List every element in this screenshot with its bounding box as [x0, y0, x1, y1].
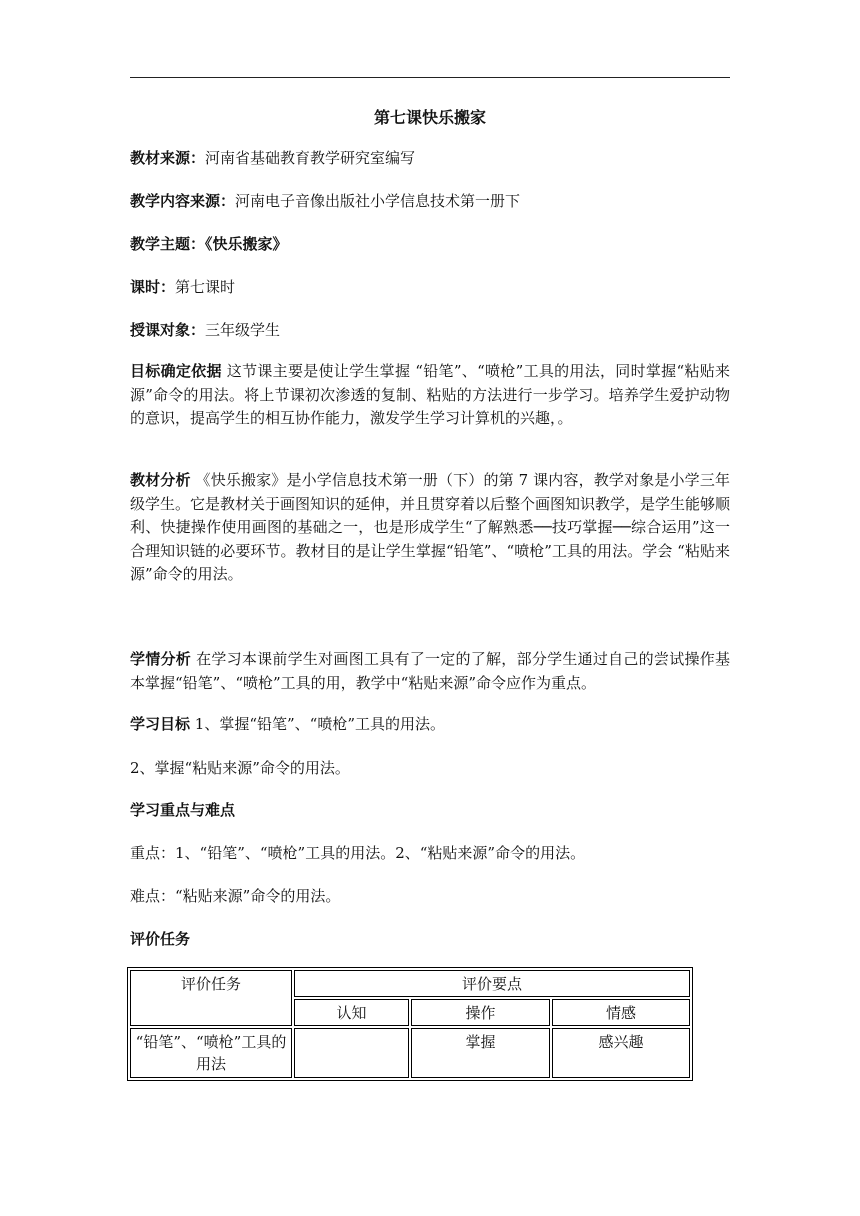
field-period — [130, 276, 730, 298]
difficulty-line: 难点：“粘贴来源”命令的用法。 — [130, 887, 341, 905]
learner-label: 学情分析 — [130, 650, 192, 668]
goal-line-1 — [130, 713, 730, 735]
basis-paragraph — [130, 360, 730, 431]
field-label: 教学主题： — [130, 235, 206, 253]
cell-operation: 掌握 — [411, 1028, 550, 1078]
cell-task: “铅笔”、“喷枪”工具的用法 — [130, 1028, 292, 1078]
field-value: 河南省基础教育教学研究室编写 — [205, 149, 416, 167]
field-value: 第七课时 — [175, 278, 236, 296]
field-theme — [130, 233, 730, 255]
table-row — [130, 1028, 690, 1078]
learner-paragraph — [130, 648, 730, 695]
subheader-cognition: 认知 — [294, 999, 409, 1026]
keypoints-heading: 学习重点与难点 — [130, 801, 236, 819]
field-audience — [130, 319, 730, 341]
goal-item-1: 1、掌握“铅笔”、“喷枪”工具的用法。 — [190, 715, 446, 733]
cell-emotion: 感兴趣 — [552, 1028, 690, 1078]
field-content-source — [130, 190, 730, 212]
field-label: 教学内容来源： — [130, 192, 236, 210]
goal-line-2: 2、掌握“粘贴来源”命令的用法。 — [130, 759, 350, 777]
field-value: 三年级学生 — [205, 321, 281, 339]
keypoint-line: 重点：1、“铅笔”、“喷枪”工具的用法。2、“粘贴来源”命令的用法。 — [130, 844, 586, 862]
col-task-header: 评价任务 — [130, 970, 292, 1026]
field-label: 教材来源： — [130, 149, 206, 167]
group-header: 评价要点 — [294, 970, 690, 997]
evaluation-table — [127, 967, 693, 1081]
header-rule — [130, 77, 730, 78]
analysis-text: 《快乐搬家》是小学信息技术第一册（下）的第 7 课内容，教学对象是小学三年级学生。它是教材关于画图知识的延伸，并且贯穿着以后整个画图知识教学，是学生能够顺利、快捷操作使用画图的基础之一，也是形成学生“了解熟悉──技巧掌握──综合运用”这一合理知识链的必要环节。教材目的是让学生掌握“铅笔”、“喷枪”工具的用法。学会 “粘贴来源”命令的用法。 — [130, 471, 731, 583]
field-label: 课时： — [130, 278, 176, 296]
document-title: 第七课快乐搬家 — [373, 108, 486, 127]
learner-text: 在学习本课前学生对画图工具有了一定的了解，部分学生通过自己的尝试操作基本掌握“铅笔”、“喷枪”工具的用，教学中“粘贴来源”命令应作为重点。 — [130, 650, 730, 692]
subheader-operation: 操作 — [411, 999, 550, 1026]
eval-heading: 评价任务 — [130, 930, 191, 948]
analysis-paragraph — [130, 469, 730, 587]
field-label: 授课对象： — [130, 321, 206, 339]
field-value: 河南电子音像出版社小学信息技术第一册下 — [235, 192, 521, 210]
table-header-row — [130, 970, 690, 997]
analysis-label: 教材分析 — [130, 471, 191, 489]
subheader-emotion: 情感 — [552, 999, 690, 1026]
goals-label: 学习目标 — [130, 715, 191, 733]
basis-text: 这节课主要是使让学生掌握 “铅笔”、“喷枪”工具的用法，同时掌握“粘贴来源”命令的用法。将上节课初次渗透的复制、粘贴的方法进行一步学习。培养学生爱护动物的意识，提高学生的相互协作能力，激发学生学习计算机的兴趣，。 — [130, 362, 730, 427]
cell-cognition — [294, 1028, 409, 1078]
field-value: 《快乐搬家》 — [205, 235, 288, 253]
field-source — [130, 147, 730, 169]
basis-label: 目标确定依据 — [130, 362, 222, 380]
